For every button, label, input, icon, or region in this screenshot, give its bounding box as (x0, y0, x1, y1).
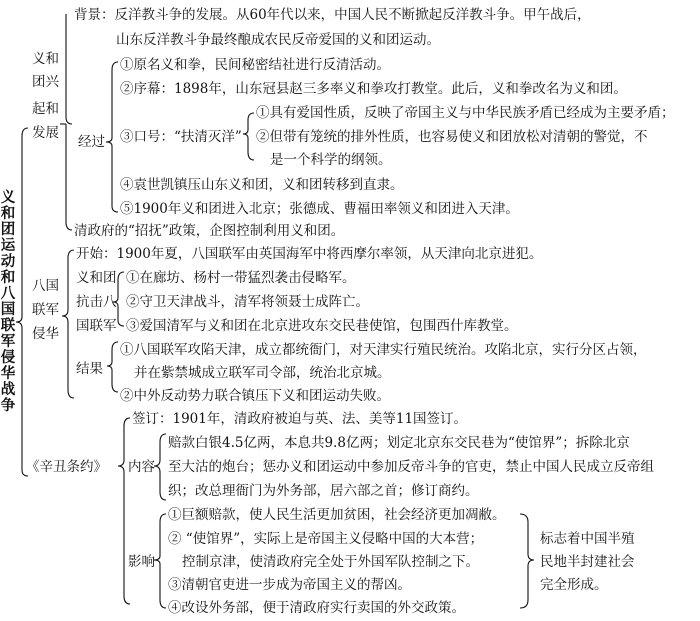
process-item-5: ⑤1900年义和团进入北京；张德成、曹福田率领义和团进入天津。 (120, 201, 519, 217)
slogan-point-2: ②但带有笼统的排外性质，也容易使义和团放松对清朝的警觉，不 (256, 129, 648, 145)
process-item-4: ④袁世凯镇压山东义和团，义和团转移到直隶。 (120, 177, 404, 193)
impact-item-4: ④改设外务部，便于清政府实行卖国的外交政策。 (168, 600, 465, 616)
content-brace (154, 434, 166, 500)
section1-title-a: 义和 (32, 51, 59, 67)
slogan-point-1: ①具有爱国性质，反映了帝国主义与中华民族矛盾已经成为主要矛盾； (256, 105, 675, 121)
resist-item-3: ③爱国清军与义和团在北京进攻东交民巷使馆，包围西什库教堂。 (126, 318, 518, 334)
section2-title-c: 侵华 (32, 326, 59, 342)
resist-label-a: 义和团 (76, 270, 117, 286)
section1-title-d: 发展 (32, 125, 59, 141)
result-item-1: ①八国联军攻陷天津，成立都统衙门，对天津实行殖民统治。攻陷北京，实行分区占领， (120, 342, 647, 358)
section2-brace (62, 250, 74, 398)
impact-label: 影响 (128, 554, 155, 570)
resist-label-c: 国联军 (76, 318, 117, 334)
conclusion-line-1: 标志着中国半殖 (540, 531, 635, 547)
impact-item-2: ② “使馆界”，实际上是帝国主义侵略中国的大本营； (168, 531, 484, 547)
result-item-1b: 并在紫禁城成立联军司令部，统治北京城。 (134, 365, 391, 381)
invasion-start: 开始：1900年夏，八国联军由英国海军中将西摩尔率领，从天津向北京进犯。 (76, 246, 543, 262)
result-brace (107, 342, 118, 392)
section1-brace (66, 14, 72, 230)
resist-item-2: ②守卫天津战斗，清军将领聂士成阵亡。 (126, 294, 369, 310)
background-line-1: 背景：反洋教斗争的发展。从60年代以来，中国人民不断掀起反洋教斗争。甲午战后， (74, 7, 591, 23)
impact-brace (154, 514, 166, 608)
conclusion-line-3: 完全形成。 (540, 577, 608, 593)
process-item-1: ①原名义和拳，民间秘密结社进行反清活动。 (120, 57, 390, 73)
slogan-point-3: 是一个科学的纲领。 (270, 152, 392, 168)
process-label: 经过 (78, 134, 105, 150)
content-line-3: 织；改总理衙门为外务部，居六部之首；修订商约。 (168, 483, 479, 499)
content-line-1: 赔款白银4.5亿两，本息共9.8亿两；划定北京东交民巷为“使馆界”；拆除北京 (168, 435, 630, 451)
content-label: 内容 (128, 459, 155, 475)
qing-policy: 清政府的“招抚”政策，企图控制利用义和团。 (74, 223, 345, 239)
impact-item-3: ③清朝官吏进一步成为帝国主义的帮凶。 (168, 577, 411, 593)
conclusion-brace (520, 514, 534, 608)
root-title: 义和团运动和八国联军侵华战争 (0, 189, 16, 414)
process-brace (106, 62, 118, 212)
section2-title-a: 八国 (32, 278, 59, 294)
root-brace (16, 128, 28, 476)
process-item-3: ③口号：“扶清灭洋” (120, 129, 242, 145)
section3-title: 《辛丑条约》 (26, 459, 107, 475)
section2-title-b: 联军 (32, 302, 59, 318)
treaty-signing: 签订：1901年，清政府被迫与英、法、美等11国签订。 (132, 411, 468, 427)
impact-item-2b: 控制京津，使清政府完全处于外国军队控制之下。 (182, 554, 479, 570)
result-label: 结果 (76, 361, 103, 377)
impact-item-1: ①巨额赔款，使人民生活更加贫困，社会经济更加凋敝。 (168, 507, 506, 523)
resist-label-b: 抗击八 (76, 294, 117, 310)
content-line-2: 至大沽的炮台；惩办义和团运动中参加反帝斗争的官吏，禁止中国人民成立反帝组 (168, 459, 654, 475)
resist-item-1: ①在廊坊、杨村一带猛烈袭击侵略军。 (126, 270, 356, 286)
process-item-2: ②序幕：1898年，山东冠县赵三多率义和拳攻打教堂。此后，义和拳改名为义和团。 (120, 81, 627, 97)
slogan-brace (243, 113, 254, 160)
section3-brace (118, 418, 130, 604)
conclusion-line-2: 民地半封建社会 (540, 554, 635, 570)
section1-title-b: 团兴 (32, 74, 59, 90)
result-item-2: ②中外反动势力联合镇压下义和团运动失败。 (120, 388, 390, 404)
section1-title-c: 起和 (32, 101, 59, 117)
background-line-2: 山东反洋教斗争最终酿成农民反帝爱国的义和团运动。 (116, 32, 440, 48)
